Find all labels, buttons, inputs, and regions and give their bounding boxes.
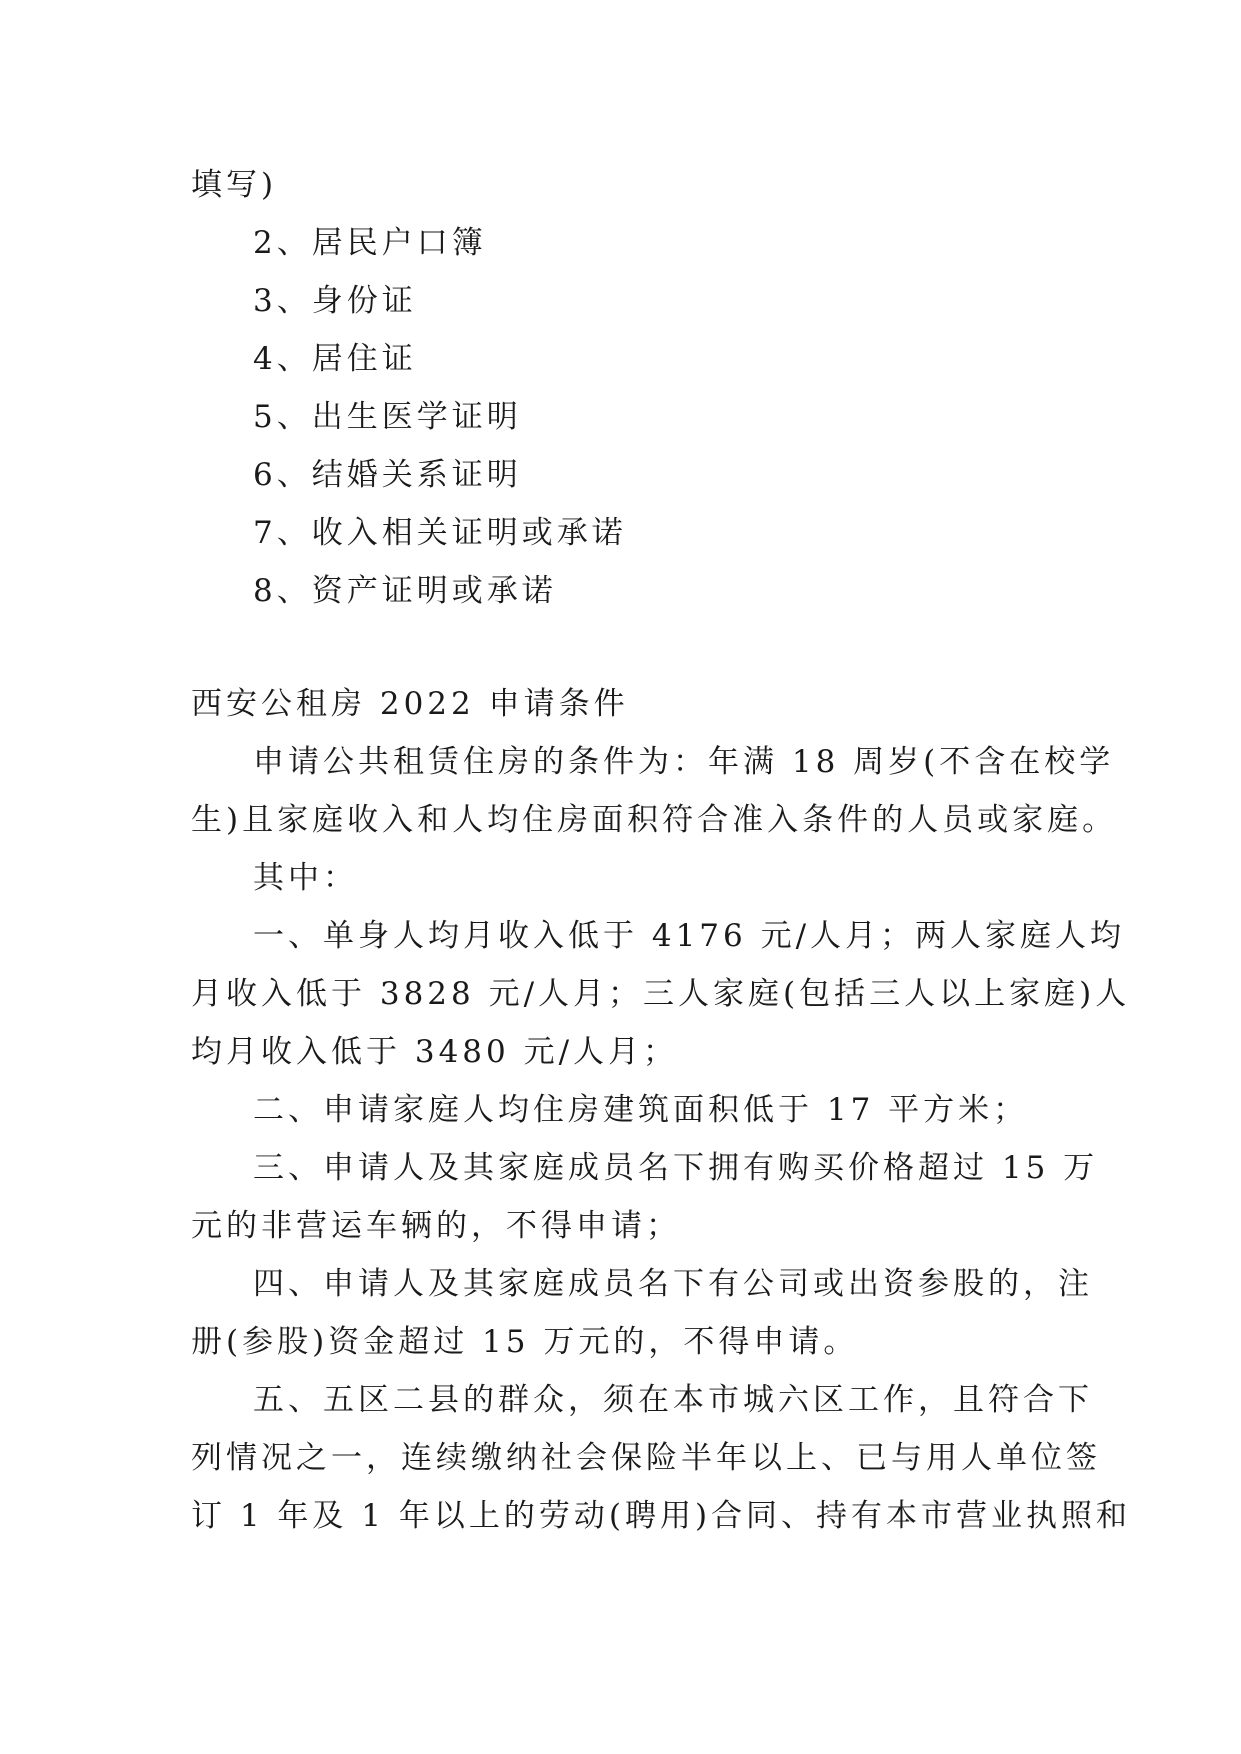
list-item: 7、收入相关证明或承诺 — [253, 515, 627, 551]
paragraph-line: 四、申请人及其家庭成员名下有公司或出资参股的，注 — [253, 1266, 1093, 1302]
list-item: 4、居住证 — [253, 341, 417, 377]
paragraph-line: 生)且家庭收入和人均住房面积符合准入条件的人员或家庭。 — [191, 802, 1118, 838]
paragraph-line: 订 1 年及 1 年以上的劳动(聘用)合同、持有本市营业执照和 — [191, 1498, 1132, 1534]
paragraph-line: 均月收入低于 3480 元/人月； — [191, 1034, 679, 1070]
list-item: 5、出生医学证明 — [253, 399, 522, 435]
paragraph-line: 其中： — [253, 860, 358, 896]
list-item: 6、结婚关系证明 — [253, 457, 522, 493]
paragraph-line: 列情况之一，连续缴纳社会保险半年以上、已与用人单位签 — [191, 1440, 1101, 1476]
list-item: 2、居民户口簿 — [253, 225, 487, 261]
list-item: 8、资产证明或承诺 — [253, 573, 557, 609]
paragraph-line: 三、申请人及其家庭成员名下拥有购买价格超过 15 万 — [253, 1150, 1099, 1186]
paragraph-line: 申请公共租赁住房的条件为：年满 18 周岁(不含在校学 — [253, 744, 1115, 780]
paragraph-line: 一、单身人均月收入低于 4176 元/人月；两人家庭人均 — [253, 918, 1126, 954]
list-item: 3、身份证 — [253, 283, 417, 319]
text-line: 填写) — [191, 167, 278, 203]
paragraph-line: 二、申请家庭人均住房建筑面积低于 17 平方米； — [253, 1092, 1029, 1128]
paragraph-line: 元的非营运车辆的，不得申请； — [191, 1208, 681, 1244]
paragraph-line: 册(参股)资金超过 15 万元的，不得申请。 — [191, 1324, 859, 1360]
paragraph-line: 月收入低于 3828 元/人月；三人家庭(包括三人以上家庭)人 — [191, 976, 1131, 1012]
section-heading: 西安公租房 2022 申请条件 — [191, 686, 629, 722]
paragraph-line: 五、五区二县的群众，须在本市城六区工作，且符合下 — [253, 1382, 1093, 1418]
